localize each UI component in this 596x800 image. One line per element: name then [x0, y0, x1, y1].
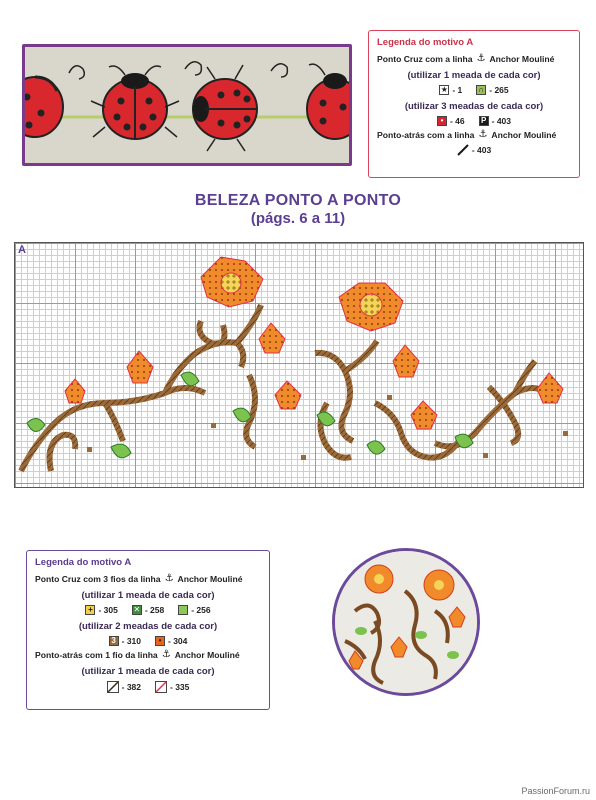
watermark: PassionForum.ru	[521, 786, 590, 796]
legend-meada: (utilizar 2 meadas de cada cor)	[78, 621, 218, 632]
star-symbol-icon: ★	[440, 85, 448, 94]
swatch-code: - 305	[98, 605, 118, 615]
legend-brand: Anchor Mouliné	[177, 574, 243, 584]
anchor-icon: ⚓	[476, 53, 486, 64]
ladybug-embroidery-photo	[22, 44, 352, 166]
swatch-group	[377, 144, 571, 156]
legend-line-backstitch	[35, 650, 261, 660]
swatch-code: - 256	[191, 605, 211, 615]
cross-stitch-chart	[14, 242, 584, 488]
swatch-group	[35, 636, 261, 646]
legend-line-backstitch	[377, 130, 571, 140]
legend-line-text: Ponto Cruz com 3 fios da linha	[35, 574, 161, 584]
anchor-icon: ⚓	[478, 129, 488, 140]
page-title: BELEZA PONTO A PONTO	[194, 192, 402, 209]
legend-meada: (utilizar 3 meadas de cada cor)	[404, 101, 544, 112]
legend-meada: (utilizar 1 meada de cada cor)	[81, 666, 215, 677]
swatch-code: - 304	[168, 636, 188, 646]
anchor-icon: ⚓	[164, 573, 174, 584]
chart-label: A	[18, 244, 26, 256]
swatch-item	[132, 605, 164, 615]
legend-meada: (utilizar 1 meada de cada cor)	[81, 590, 215, 601]
swatch-item	[107, 681, 141, 693]
swatch-item	[178, 605, 210, 615]
legend-brand: Anchor Mouliné	[174, 650, 240, 660]
legend-line-text: Ponto-atrás com a linha	[377, 130, 475, 140]
swatch-code: - 310	[121, 636, 141, 646]
swatch-code: - 335	[170, 682, 190, 692]
swatch-item	[155, 681, 189, 693]
swatch-item	[437, 116, 465, 126]
swatch-code: - 403	[471, 145, 492, 155]
legend-title: Legenda do motivo A	[377, 37, 474, 48]
swatch-item	[457, 144, 491, 156]
swatch-code: - 46	[449, 116, 465, 126]
anchor-icon: ⚓	[161, 649, 171, 660]
arch-symbol-icon: ∩	[476, 85, 486, 95]
swatch-item	[476, 85, 508, 95]
diagonal-line-icon	[457, 144, 469, 156]
dot-symbol-icon: •	[155, 636, 165, 646]
cross-symbol-icon: ✕	[133, 605, 141, 614]
swatch-group	[35, 605, 261, 615]
swatch-code: - 1	[452, 85, 463, 95]
swatch-item	[109, 636, 141, 646]
p-symbol-icon: P	[479, 116, 489, 126]
swatch-group	[377, 116, 571, 126]
swatch-item	[155, 636, 187, 646]
legend-box-top	[368, 30, 580, 178]
legend-brand: Anchor Mouliné	[489, 54, 555, 64]
swatch-item	[479, 116, 511, 126]
swatch-item	[85, 605, 117, 615]
three-symbol-icon: 3	[109, 636, 119, 646]
swatch-code: - 403	[491, 116, 512, 126]
legend-meada: (utilizar 1 meada de cada cor)	[407, 70, 541, 81]
swatch-code: - 382	[121, 682, 141, 692]
legend-brand: Anchor Mouliné	[491, 130, 557, 140]
page-subtitle: (págs. 6 a 11)	[250, 210, 346, 227]
legend-line-text: Ponto-atrás com 1 fio da linha	[35, 650, 158, 660]
legend-title: Legenda do motivo A	[35, 557, 132, 568]
plus-symbol-icon: +	[85, 605, 95, 615]
swatch-group	[377, 85, 571, 95]
dark-diagonal-line-icon	[107, 681, 119, 693]
legend-line-cross-stitch	[35, 574, 261, 584]
legend-line-cross-stitch	[377, 54, 571, 64]
light-green-symbol-icon	[178, 605, 188, 615]
swatch-item	[439, 85, 462, 95]
red-square-symbol-icon: •	[437, 116, 447, 126]
swatch-code: - 258	[144, 605, 165, 615]
swatch-code: - 265	[489, 85, 509, 95]
red-diagonal-line-icon	[155, 681, 167, 693]
flower-motif-drawing	[15, 243, 584, 488]
embroidery-sample-photo	[332, 548, 480, 696]
legend-box-bottom	[26, 550, 270, 710]
legend-line-text: Ponto Cruz com a linha	[377, 54, 473, 64]
swatch-group	[35, 681, 261, 693]
